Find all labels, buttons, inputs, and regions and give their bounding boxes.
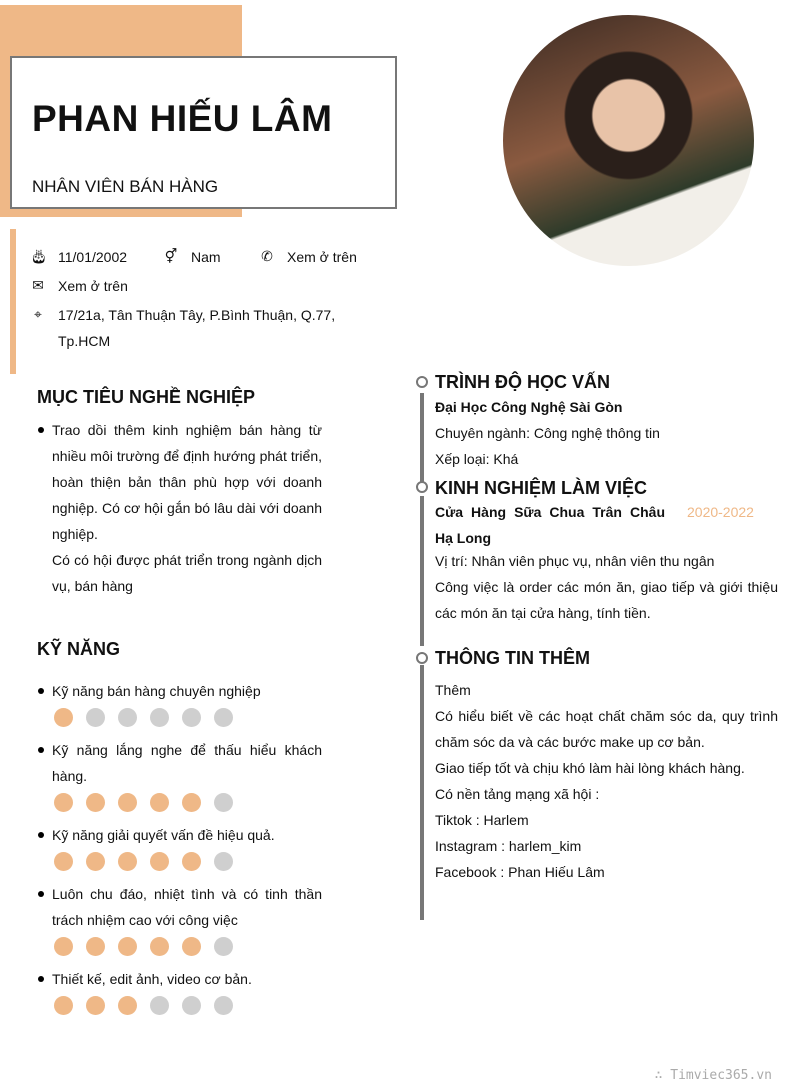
rating-dot (118, 996, 137, 1015)
education-section (435, 394, 780, 472)
rating-dot (182, 996, 201, 1015)
watermark: ∴ Timviec365.vn (654, 1068, 772, 1083)
skill-rating (54, 937, 322, 956)
rating-dot (54, 996, 73, 1015)
gender-icon: ⚥ (164, 248, 178, 264)
rating-dot (214, 852, 233, 871)
profile-photo (503, 15, 754, 266)
skill-rating (54, 852, 322, 871)
skill-item (38, 678, 322, 727)
extra-line: Instagram : harlem_kim (435, 838, 582, 854)
timeline-node (416, 376, 428, 388)
rating-dot (118, 937, 137, 956)
rating-dot (54, 708, 73, 727)
company-name: Cửa Hàng Sữa Chua Trân Châu Hạ Long (435, 504, 665, 546)
bullet (38, 747, 44, 753)
skill-item (38, 822, 322, 871)
extra-line: Thêm (435, 682, 471, 698)
rating-dot (150, 793, 169, 812)
skill-rating (54, 708, 322, 727)
phone-value: Xem ở trên (287, 248, 357, 265)
rating-dot (214, 793, 233, 812)
bullet (38, 427, 44, 433)
timeline-line (420, 496, 424, 646)
birthday-value: 11/01/2002 (58, 248, 128, 265)
objective-text-2: Có có hội được phát triển trong ngành dịch vụ, bán hàng (52, 552, 322, 594)
rating-dot (86, 708, 105, 727)
birthday (30, 248, 127, 265)
rating-dot (182, 793, 201, 812)
rating-dot (86, 793, 105, 812)
rating-dot (54, 793, 73, 812)
bullet (38, 891, 44, 897)
rating-dot (86, 937, 105, 956)
timeline-node (416, 481, 428, 493)
rating-dot (182, 852, 201, 871)
bullet (38, 976, 44, 982)
rating-dot (214, 937, 233, 956)
rating-dot (214, 996, 233, 1015)
rating-dot (86, 996, 105, 1015)
extra-line: Có hiểu biết về các hoạt chất chăm sóc da, quy trình chăm sóc da và các bước make up cơ bản. (435, 708, 778, 750)
education-title: TRÌNH ĐỘ HỌC VẤN (435, 372, 610, 392)
rating-dot (118, 708, 137, 727)
rating-dot (150, 937, 169, 956)
skills-title: KỸ NĂNG (37, 639, 121, 659)
objective-text: Trao dồi thêm kinh nghiệm bán hàng từ nhiều môi trường để định hướng phát triển, hoàn thiện bản thân phù hợp với doanh nghiệp. Có cơ hội gắn bó lâu dài với doanh nghiệp. (52, 422, 322, 542)
cake-icon: 🎂︎ (30, 248, 48, 264)
email-value: Xem ở trên (58, 277, 128, 294)
skill-rating (54, 996, 322, 1015)
extra-title: THÔNG TIN THÊM (435, 648, 590, 668)
timeline-node (416, 652, 428, 664)
address (30, 302, 338, 354)
extra-line: Có nền tảng mạng xã hội : (435, 786, 600, 802)
skill-item (38, 881, 322, 956)
grade: Xếp loại: Khá (435, 451, 519, 467)
rating-dot (150, 996, 169, 1015)
skill-label: Luôn chu đáo, nhiệt tình và có tinh thần trách nhiệm cao với công việc (52, 886, 322, 928)
major: Chuyên ngành: Công nghệ thông tin (435, 425, 660, 441)
rating-dot (54, 937, 73, 956)
phone-icon: ✆ (261, 248, 273, 264)
address-value: 17/21a, Tân Thuận Tây, P.Bình Thuận, Q.77, Tp.HCM (58, 307, 336, 349)
skill-item (38, 966, 322, 1015)
rating-dot (118, 852, 137, 871)
phone (259, 248, 357, 265)
skill-label: Kỹ năng giải quyết vấn đề hiệu quả. (52, 827, 275, 843)
rating-dot (150, 708, 169, 727)
extra-line: Tiktok : Harlem (435, 812, 529, 828)
rating-dot (54, 852, 73, 871)
skill-label: Kỹ năng lắng nghe để thấu hiểu khách hàng. (52, 742, 322, 784)
school-name: Đại Học Công Nghệ Sài Gòn (435, 399, 623, 415)
skills-list (38, 678, 322, 1025)
rating-dot (86, 852, 105, 871)
skill-label: Kỹ năng bán hàng chuyên nghiệp (52, 683, 261, 699)
position: Vị trí: Nhân viên phục vụ, nhân viên thu ngân (435, 553, 715, 569)
objective-title: MỤC TIÊU NGHỀ NGHIỆP (37, 387, 256, 407)
skill-item (38, 737, 322, 812)
gender (163, 248, 221, 265)
extra-line: Giao tiếp tốt và chịu khó làm hài lòng khách hàng. (435, 760, 745, 776)
objective-section (38, 417, 322, 599)
name-box (10, 56, 397, 209)
map-pin-icon: ⌖ (34, 306, 42, 322)
extra-info (435, 677, 778, 885)
rating-dot (150, 852, 169, 871)
rating-dot (182, 937, 201, 956)
work-period: 2020-2022 (687, 504, 754, 520)
timeline-line (420, 393, 424, 483)
email (30, 277, 128, 294)
contact-accent-bar (10, 229, 16, 374)
candidate-role: NHÂN VIÊN BÁN HÀNG (32, 177, 219, 196)
gender-value: Nam (191, 248, 221, 265)
rating-dot (214, 708, 233, 727)
rating-dot (182, 708, 201, 727)
bullet (38, 832, 44, 838)
bullet (38, 688, 44, 694)
rating-dot (118, 793, 137, 812)
experience-title: KINH NGHIỆM LÀM VIỆC (435, 478, 648, 498)
job-description: Công việc là order các món ăn, giao tiếp và giới thiệu các món ăn tại cửa hàng, tính tiền. (435, 579, 778, 621)
candidate-name: PHAN HIẾU LÂM (32, 98, 333, 139)
timeline-line (420, 665, 424, 920)
envelope-icon: ✉ (32, 277, 44, 293)
experience-details (435, 548, 778, 626)
extra-line: Facebook : Phan Hiếu Lâm (435, 864, 605, 880)
skill-label: Thiết kế, edit ảnh, video cơ bản. (52, 971, 252, 987)
skill-rating (54, 793, 322, 812)
